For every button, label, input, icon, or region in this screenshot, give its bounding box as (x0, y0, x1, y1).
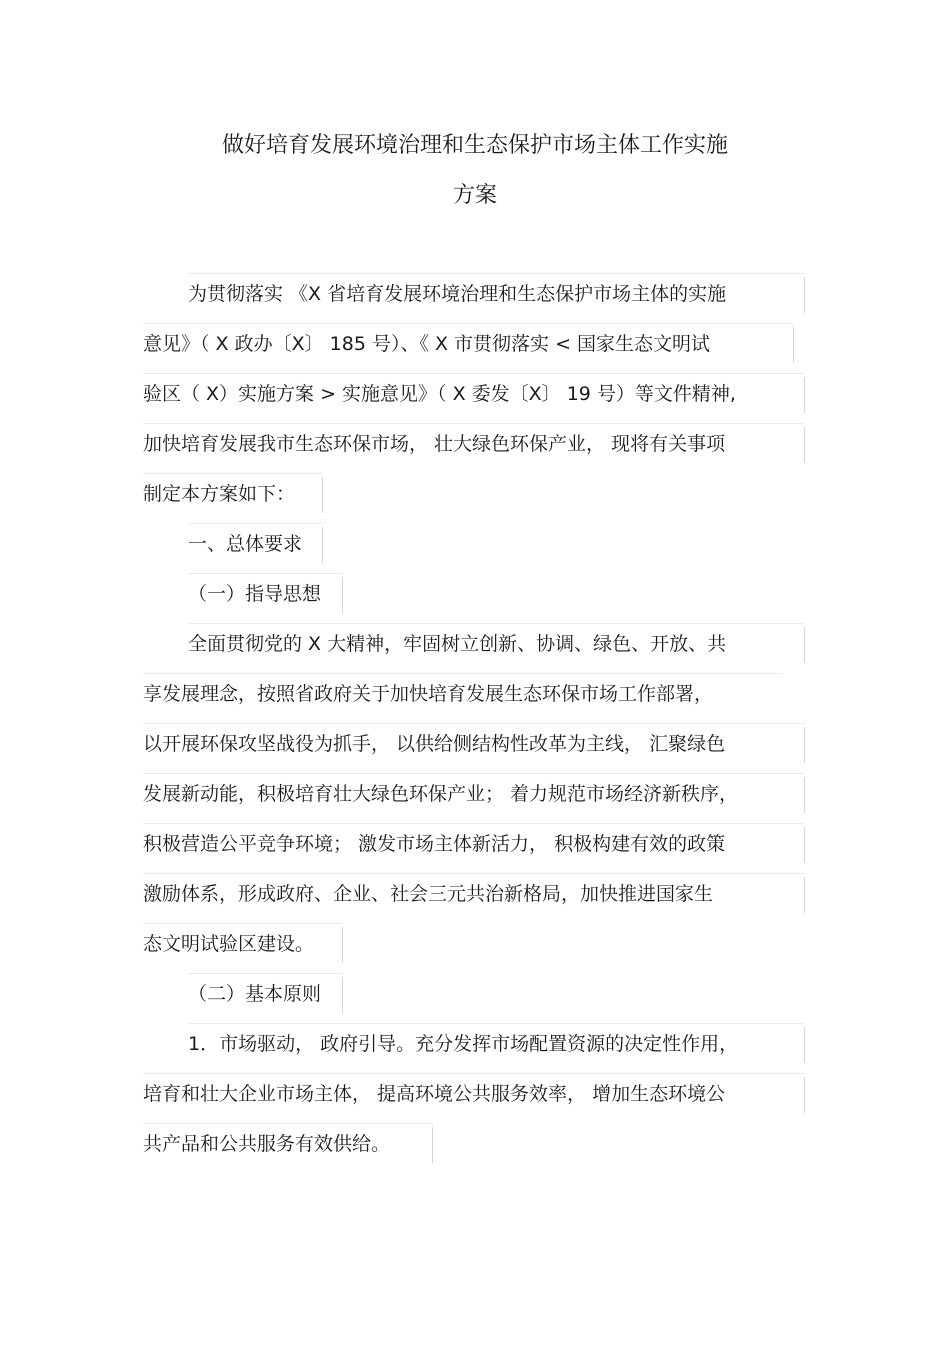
document-title-line-2: 方案 (452, 183, 497, 208)
document-title-line-1: 做好培育发展环境治理和生态保护市场主体工作实施 (221, 133, 728, 158)
